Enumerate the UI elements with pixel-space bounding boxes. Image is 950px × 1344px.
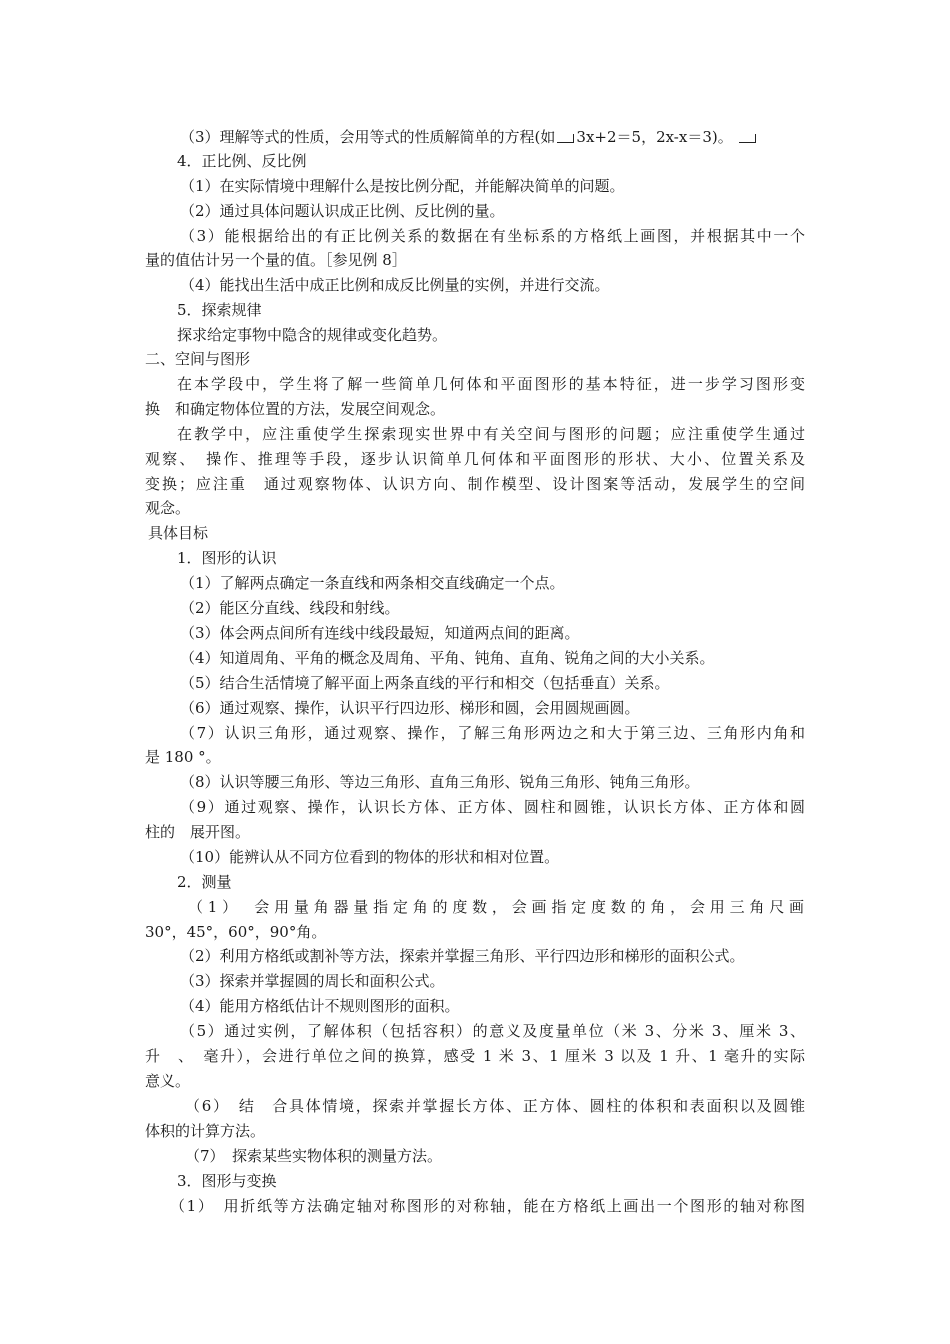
paragraph-line: （3）能根据给出的有正比例关系的数据在有坐标系的方格纸上画图，并根据其中一个 [180,227,805,245]
paragraph-line: 在教学中，应注重使学生探索现实世界中有关空间与图形的问题；应注重使学生通过 [177,425,805,443]
paragraph-line: （2）通过具体问题认识成正比例、反比例的量。 [180,202,505,220]
section-heading: 5．探索规律 [177,301,262,319]
section-heading: 2．测量 [177,873,232,891]
paragraph-line: （4）能用方格纸估计不规则图形的面积。 [180,997,460,1015]
paragraph-line: 量的值估计另一个量的值。［参见例 8］ [145,251,407,269]
paragraph-line: 体积的计算方法。 [145,1122,266,1140]
paragraph-line: （1）了解两点确定一条直线和两条相交直线确定一个点。 [180,574,565,592]
paragraph-line: 观察、 操作、推理等手段，逐步认识简单几何体和平面图形的形状、大小、位置关系及 [145,450,805,468]
text-segment: （3）理解等式的性质，会用等式的性质解简单的方程(如 [180,128,556,146]
paragraph-line: （5）结合生活情境了解平面上两条直线的平行和相交（包括垂直）关系。 [180,674,670,692]
section-heading: 1．图形的认识 [177,549,277,567]
paragraph-line: （3）探索并掌握圆的周长和面积公式。 [180,972,445,990]
paragraph-line: （1） 用折纸等方法确定轴对称图形的对称轴，能在方格纸上画出一个图形的轴对称图 [170,1197,805,1215]
paragraph-line: （6） 结 合具体情境，探索并掌握长方体、正方体、圆柱的体积和表面积以及圆锥 [185,1097,805,1115]
paragraph-line: 意义。 [145,1072,191,1090]
bracket-mark [557,134,574,143]
paragraph-line: 在本学段中，学生将了解一些简单几何体和平面图形的基本特征，进一步学习图形变 [177,375,805,393]
paragraph-line: 探求给定事物中隐含的规律或变化趋势。 [177,326,448,344]
chapter-heading: 二、空间与图形 [145,350,251,368]
text-segment: 3x+2＝5，2x-x＝3)。 [576,128,733,146]
section-heading: 3．图形与变换 [177,1172,277,1190]
paragraph-line: （8）认识等腰三角形、等边三角形、直角三角形、锐角三角形、钝角三角形。 [180,773,700,791]
paragraph-line: （4）能找出生活中成正比例和成反比例量的实例，并进行交流。 [180,276,610,294]
paragraph-line: （3）体会两点间所有连线中线段最短，知道两点间的距离。 [180,624,580,642]
paragraph-line: （5）通过实例，了解体积（包括容积）的意义及度量单位（米 3、分米 3、厘米 3、 [180,1022,805,1040]
paragraph-line [180,127,758,147]
paragraph-line: （2）能区分直线、线段和射线。 [180,599,400,617]
paragraph-line: （10）能辨认从不同方位看到的物体的形状和相对位置。 [180,848,560,866]
paragraph-line: （1） 会用量角器量指定角的度数，会画指定度数的角，会用三角尺画 [188,898,805,916]
subsection-heading: 具体目标 [148,524,209,542]
paragraph-line: （6）通过观察、操作，认识平行四边形、梯形和圆，会用圆规画圆。 [180,699,640,717]
paragraph-line: 换 和确定物体位置的方法，发展空间观念。 [145,400,446,418]
paragraph-line: 变换；应注重 通过观察物体、认识方向、制作模型、设计图案等活动，发展学生的空间 [145,475,805,493]
paragraph-line: （9）通过观察、操作，认识长方体、正方体、圆柱和圆锥，认识长方体、正方体和圆 [180,798,805,816]
paragraph-line: 30°，45°，60°，90°角。 [145,923,327,941]
paragraph-line: 是 180 °。 [145,748,221,766]
paragraph-line: 升 、 毫升），会进行单位之间的换算，感受 1 米 3、1 厘米 3 以及 1 升、1 毫升的实际 [145,1047,805,1065]
paragraph-line: 观念。 [145,499,191,517]
paragraph-line: 柱的 展开图。 [145,823,251,841]
paragraph-line: （1）在实际情境中理解什么是按比例分配，并能解决简单的问题。 [180,177,625,195]
bracket-mark [739,134,756,143]
paragraph-line: （7） 探索某些实物体积的测量方法。 [185,1147,443,1165]
section-heading: 4．正比例、反比例 [177,152,307,170]
paragraph-line: （4）知道周角、平角的概念及周角、平角、钝角、直角、锐角之间的大小关系。 [180,649,715,667]
paragraph-line: （2）利用方格纸或割补等方法，探索并掌握三角形、平行四边形和梯形的面积公式。 [180,947,745,965]
paragraph-line: （7）认识三角形，通过观察、操作，了解三角形两边之和大于第三边、三角形内角和 [180,724,805,742]
